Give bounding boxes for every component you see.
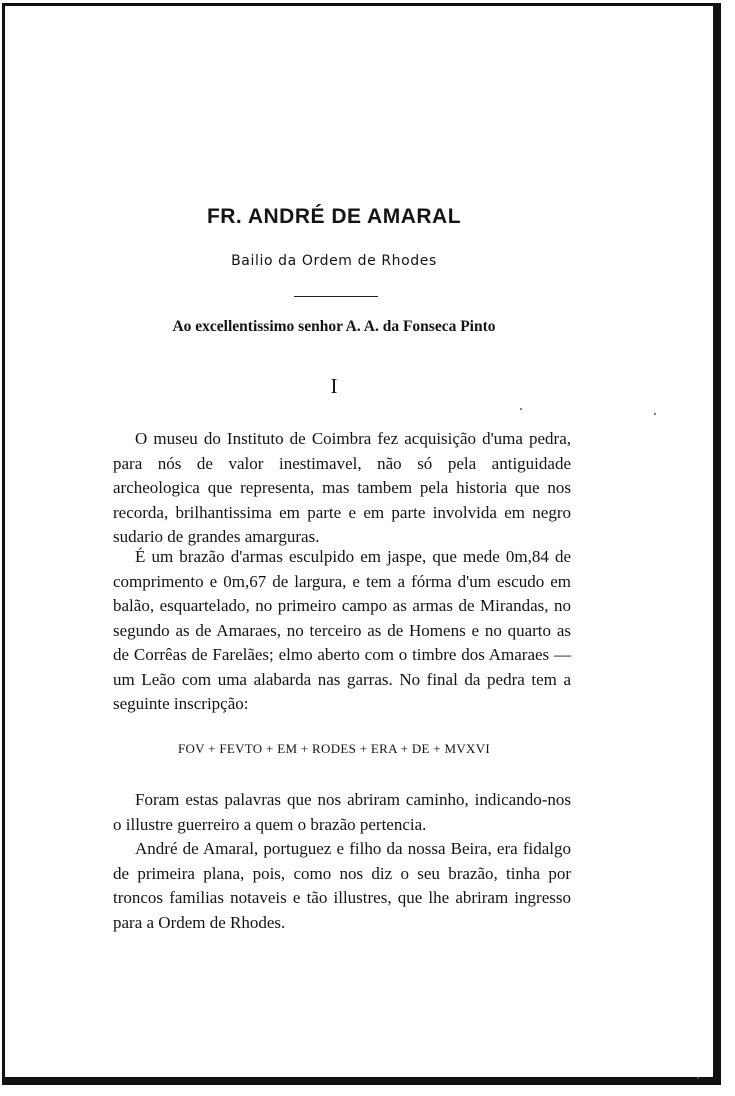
paragraph-2: É um brazão d'armas esculpido em jaspe, que mede 0m,84 de comprimento e 0m,67 de largura, e tem a fórma d'um escudo em balão, esquartelado, no primeiro campo as armas de Mirandas, no segundo as de Amaraes, no terceiro as de Homens e no quarto as de Corrêas de Farelães; elmo aberto com o timbre dos Amaraes —um Leão com uma alabarda nas garras. No final da pedra tem a seguinte inscripção:: [113, 547, 571, 713]
paper-speck: [520, 408, 522, 410]
paragraph-1: O museu do Instituto de Coimbra fez acquisição d'uma pedra, para nós de valor inestimavel, não só pela antiguidade archeologica que representa, mas tambem pela historia que nos recorda, brilhantissima em parte e em parte involvida em negro sudario de grandes amarguras.: [113, 429, 571, 546]
paragraph-3: Foram estas palavras que nos abriram caminho, indicando-nos o illustre guerreiro a quem o brazão pertencia.: [113, 790, 571, 834]
article-subtitle: Bailio da Ordem de Rhodes: [231, 253, 437, 269]
stone-inscription: FOV + FEVTO + EM + RODES + ERA + DE + MVXVI: [177, 741, 491, 756]
dedication: Ao excellentissimo senhor A. A. da Fonseca Pinto: [172, 318, 496, 335]
paper-speck: [654, 413, 656, 415]
paragraph-4: André de Amaral, portuguez e filho da nossa Beira, era fidalgo de primeira plana, pois, como nos diz o seu brazão, tinha por troncos familias notaveis e tão illustres, que lhe abriram ingresso para a Ordem de Rhodes.: [113, 839, 571, 932]
title-divider: [294, 296, 378, 297]
section-number: I: [330, 374, 338, 398]
paper-speck: [697, 1077, 699, 1079]
article-title: FR. ANDRÉ DE AMARAL: [206, 205, 462, 228]
